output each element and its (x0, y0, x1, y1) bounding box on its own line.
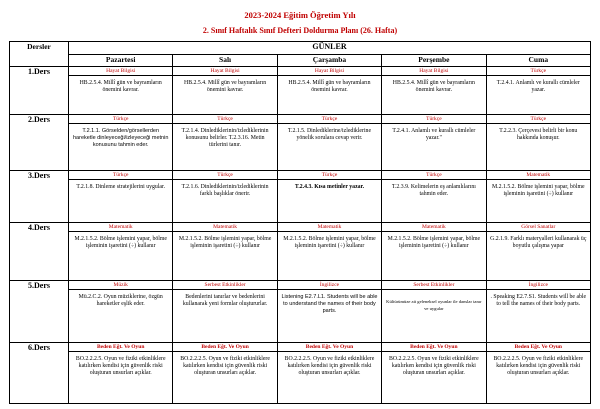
plan-cell-carsamba (277, 280, 381, 342)
plan-cell-persembe (382, 343, 486, 404)
lesson-label: 2.Ders (10, 115, 69, 171)
subject-label: Türkçe (69, 115, 172, 124)
subject-label: Türkçe (382, 171, 485, 180)
objective-text: T.2.1.1. Görselden/görsellerden hareketle dinleyeceği/izleyeceği metnin konusunu tahmin eder. (73, 128, 169, 149)
subject-label: Hayat Bilgisi (173, 67, 276, 76)
objective-text: T.2.2.3. Çerçevesi belirli bir konu hakkında konuşur. (499, 128, 578, 142)
objective-text: T.2.1.4. Dinlediklerinin/izlediklerinin konusunu belirler. T.2.3.16. Metin türlerini tanır. (181, 128, 269, 149)
plan-cell-cuma (486, 67, 590, 115)
plan-cell-sali (173, 343, 277, 404)
table-row (10, 343, 591, 404)
subject-label: Türkçe (487, 67, 590, 76)
subject-label: Serbest Etkinlikler (173, 281, 276, 290)
plan-cell-cuma (486, 170, 590, 222)
day-header-pazartesi: Pazartesi (69, 55, 173, 67)
subject-label: Görsel Sanatlar (487, 223, 590, 232)
plan-cell-sali (173, 115, 277, 171)
table-row (10, 280, 591, 342)
plan-cell-pazartesi (69, 67, 173, 115)
document-title: 2023-2024 Eğitim Öğretim Yılı (244, 10, 356, 20)
plan-cell-persembe (382, 170, 486, 222)
plan-cell-cuma (486, 280, 590, 342)
subject-label: Beden Eğt. Ve Oyun (69, 343, 172, 352)
objective-text: HB.2.5.4. Millî gün ve bayramların önemini kavrar. (288, 80, 371, 93)
subject-label: Türkçe (278, 115, 381, 124)
subject-label: Matematik (278, 223, 381, 232)
objective-text: T.2.4.1. Anlamlı ve kurallı cümleler yazar. (496, 80, 580, 93)
subject-label: Türkçe (173, 115, 276, 124)
plan-cell-carsamba (277, 343, 381, 404)
objective-text: BO.2.2.2.5. Oyun ve fiziki etkinliklere katılırken kendisi için güvenlik riski oluşturan unsurları açıklar. (389, 356, 479, 376)
objective-text: HB.2.5.4. Millî gün ve bayramların önemini kavrar. (392, 80, 475, 93)
objective-text: BO.2.2.2.5. Oyun ve fiziki etkinliklere katılırken kendisi için güvenlik riski oluşturan unsurları açıklar. (493, 356, 584, 376)
subject-label: Beden Eğt. Ve Oyun (382, 343, 485, 352)
objective-text: M.2.1.5.2. Bölme işlemini yapar, bölme işleminin işaretini (÷) kullanır (283, 236, 376, 250)
subject-label: Müzik (69, 281, 172, 290)
subject-label: Matematik (487, 171, 590, 180)
subject-label: Türkçe (278, 171, 381, 180)
table-row (10, 170, 591, 222)
plan-cell-carsamba (277, 223, 381, 281)
objective-text: Bedenlerini tanırlar ve bedenlerini kullanarak yeni formlar oluştururlar. (182, 293, 268, 307)
plan-cell-pazartesi (69, 115, 173, 171)
objective-text: T.2.3.9. Kelimelerin eş anlamlılarını tahmin eder. (391, 183, 476, 197)
table-row (10, 115, 591, 171)
subject-label: Türkçe (173, 171, 276, 180)
objective-text: BO.2.2.2.5. Oyun ve fiziki etkinliklere katılırken kendisi için güvenlik riski oluşturan unsurları açıklar. (75, 356, 166, 376)
plan-cell-pazartesi (69, 343, 173, 404)
objective-text: M.2.1.5.2. Bölme işlemini yapar, bölme işleminin işaretini (÷) kullanır (387, 236, 481, 250)
plan-cell-cuma (486, 223, 590, 281)
objective-text: Listening E2.7.L1. Students will be able to understand the names of their body parts. (281, 293, 378, 314)
objective-text: T.2.1.6. Dinlediklerinin/izlediklerinin farklı başlıklar önerir. (181, 183, 269, 197)
subject-label: Hayat Bilgisi (278, 67, 381, 76)
plan-body (10, 67, 591, 404)
lesson-label: 3.Ders (10, 170, 69, 222)
subject-label: İngilizce (487, 281, 590, 290)
subject-label: Türkçe (487, 115, 590, 124)
subject-label: Matematik (69, 223, 172, 232)
plan-cell-persembe (382, 280, 486, 342)
day-header-carsamba: Çarşamba (277, 55, 381, 67)
plan-cell-pazartesi (69, 170, 173, 222)
day-header-sali: Salı (173, 55, 277, 67)
plan-cell-pazartesi (69, 280, 173, 342)
plan-cell-persembe (382, 67, 486, 115)
objective-text: M.2.1.5.2. Bölme işlemini yapar, bölme işleminin işaretini (÷) kullanır (178, 236, 272, 250)
subject-label: Beden Eğt. Ve Oyun (278, 343, 381, 352)
plan-cell-carsamba (277, 67, 381, 115)
dersler-header: Dersler (10, 42, 69, 67)
weekly-plan-table (9, 41, 591, 404)
objective-text: Mü.2.C.2. Oyun müziklerine, özgün hareketler eşlik eder. (78, 293, 163, 307)
subject-label: Beden Eğt. Ve Oyun (173, 343, 276, 352)
day-header-persembe: Perşembe (382, 55, 486, 67)
objective-text: G.2.1.9. Farklı materyalleri kullanarak üç boyutlu çalışma yapar (490, 236, 587, 250)
subject-label: Matematik (173, 223, 276, 232)
objective-text: M.2.1.5.2. Bölme işlemini yapar, bölme işleminin işaretini (÷) kullanır (74, 236, 167, 250)
objective-text: BO.2.2.2.5. Oyun ve fiziki etkinliklere katılırken kendisi için güvenlik riski oluşturan unsurları açıklar. (284, 356, 375, 376)
table-row (10, 223, 591, 281)
objective-text: Kültürümüze ait geleneksel oyunlar ile danslar tanır ve uygular (386, 298, 482, 311)
objective-text: M.2.1.5.2. Bölme işlemini yapar, bölme işleminin işaretini (÷) kullanır (492, 183, 585, 197)
day-header-cuma: Cuma (486, 55, 590, 67)
document-subtitle: 2. Sınıf Haftalık Sınıf Defteri Doldurma Planı (26. Hafta) (202, 26, 398, 35)
plan-cell-sali (173, 170, 277, 222)
subject-label: Türkçe (382, 115, 485, 124)
subject-label: Beden Eğt. Ve Oyun (487, 343, 590, 352)
subject-label: Hayat Bilgisi (382, 67, 485, 76)
lesson-label: 4.Ders (10, 223, 69, 281)
plan-cell-persembe (382, 115, 486, 171)
subject-label: Serbest Etkinlikler (382, 281, 485, 290)
subject-label: Matematik (382, 223, 485, 232)
objective-text: T.2.4.1. Anlamlı ve kurallı cümleler yazar." (392, 128, 476, 142)
lesson-label: 5.Ders (10, 280, 69, 342)
objective-text: . Speaking E2.7.S1. Students will be able to tell the names of their body parts. (490, 293, 587, 307)
objective-text: T.2.1.5. Dinlediklerine/izlediklerine yönelik sorulara cevap verir. (287, 128, 372, 142)
plan-cell-cuma (486, 343, 590, 404)
plan-cell-sali (173, 67, 277, 115)
subject-label: Hayat Bilgisi (69, 67, 172, 76)
plan-cell-sali (173, 280, 277, 342)
objective-text: HB.2.5.4. Millî gün ve bayramların önemini kavrar. (79, 80, 162, 93)
objective-text: T.2.4.3. Kısa metinler yazar. (294, 183, 365, 190)
plan-cell-persembe (382, 223, 486, 281)
plan-cell-carsamba (277, 170, 381, 222)
plan-cell-pazartesi (69, 223, 173, 281)
lesson-label: 6.Ders (10, 343, 69, 404)
subject-label: İngilizce (278, 281, 381, 290)
gunler-header: GÜNLER (69, 42, 591, 55)
objective-text: HB.2.5.4. Millî gün ve bayramların önemini kavrar. (184, 80, 267, 93)
plan-cell-sali (173, 223, 277, 281)
subject-label: Türkçe (69, 171, 172, 180)
lesson-label: 1.Ders (10, 67, 69, 115)
objective-text: BO.2.2.2.5. Oyun ve fiziki etkinliklere katılırken kendisi için güvenlik riski oluşturan unsurları açıklar. (180, 356, 270, 376)
objective-text: T.2.1.8. Dinleme stratejilerini uygular. (76, 183, 166, 190)
plan-cell-cuma (486, 115, 590, 171)
plan-cell-carsamba (277, 115, 381, 171)
table-row (10, 67, 591, 115)
